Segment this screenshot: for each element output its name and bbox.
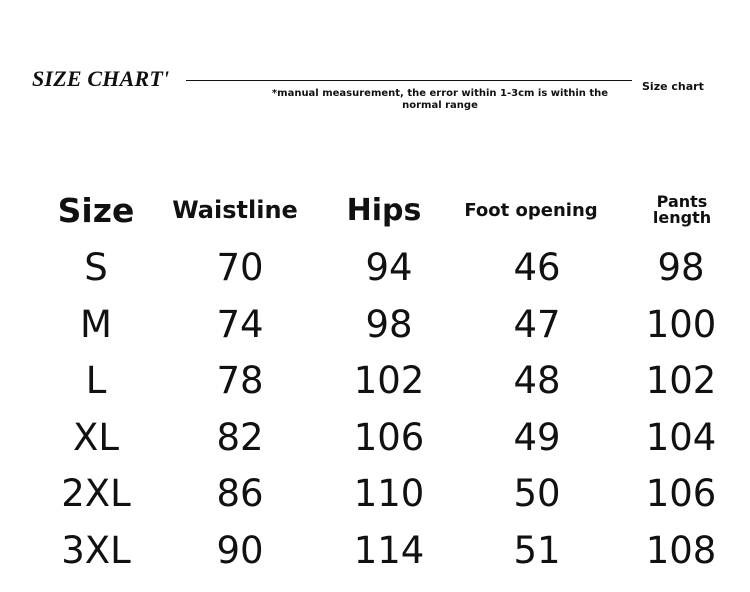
header-foot-opening: Foot opening (464, 199, 598, 221)
cell-waistline: 82 (216, 415, 264, 459)
cell-waistline: 90 (216, 528, 264, 572)
cell-hips: 102 (353, 359, 425, 402)
cell-foot-opening: 49 (513, 415, 561, 459)
title-divider (186, 80, 632, 81)
cell-hips: 114 (353, 528, 425, 572)
table-row (0, 240, 750, 297)
cell-pants-length: 106 (645, 472, 717, 515)
cell-pants-length: 102 (645, 359, 717, 402)
cell-size: M (80, 302, 112, 346)
cell-pants-length: 104 (645, 415, 717, 459)
cell-size: 3XL (61, 528, 131, 572)
side-label: Size chart (642, 80, 704, 93)
measurement-note: *manual measurement, the error within 1-3cm is within the normal range (271, 88, 609, 111)
cell-foot-opening: 46 (513, 246, 561, 289)
cell-hips: 110 (353, 472, 425, 515)
cell-pants-length: 100 (645, 302, 717, 346)
header-size: Size (57, 190, 135, 230)
table-row (0, 410, 750, 467)
cell-foot-opening: 50 (513, 472, 561, 515)
table-row (0, 353, 750, 410)
cell-size: S (84, 246, 108, 289)
table-row (0, 466, 750, 523)
cell-pants-length: 108 (645, 528, 717, 572)
cell-waistline: 78 (216, 359, 264, 402)
cell-hips: 106 (353, 415, 425, 459)
header-pants-length: Pants length (652, 192, 712, 227)
cell-waistline: 86 (216, 472, 264, 515)
cell-size: XL (73, 415, 119, 459)
cell-size: 2XL (61, 472, 131, 515)
table-row (0, 297, 750, 354)
cell-size: L (85, 359, 107, 402)
chart-title: SIZE CHART' (32, 66, 170, 91)
cell-hips: 94 (365, 246, 413, 289)
header-hips: Hips (346, 192, 422, 228)
cell-foot-opening: 51 (513, 528, 561, 572)
cell-foot-opening: 48 (513, 359, 561, 402)
cell-hips: 98 (365, 302, 413, 346)
header-waistline: Waistline (172, 196, 298, 224)
cell-waistline: 70 (216, 246, 264, 289)
cell-waistline: 74 (216, 302, 264, 346)
table-row (0, 523, 750, 580)
cell-pants-length: 98 (657, 246, 705, 289)
cell-foot-opening: 47 (513, 302, 561, 346)
size-table-body (0, 240, 750, 579)
